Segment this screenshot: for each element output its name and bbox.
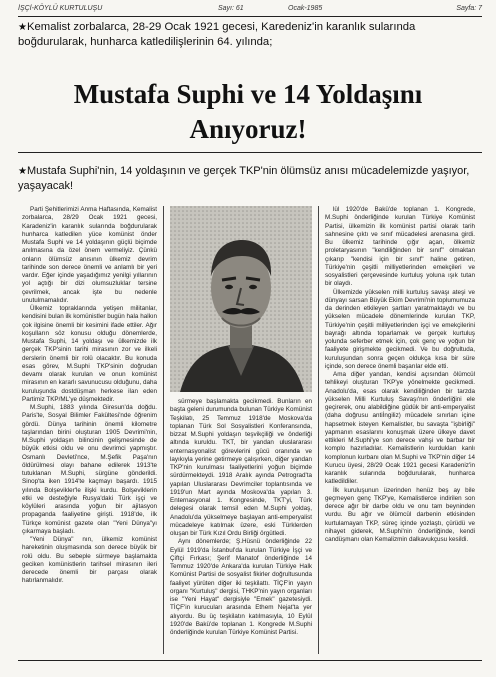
article-column-2 (170, 398, 312, 654)
headline-rule (18, 152, 482, 153)
article-paragraph: Parti Şehitlerimizi Anma Haftasında, Kemalist zorbalarca, 28/29 Ocak 1921 gecesi, Karadeniz'in karanlık sularında boğdurularak hunharca katledilen yüce komünist önder Mustafa Suphi ve 14 yoldaşının güçlü biçimde anılmasına da özel önem vermeliyiz. Çünkü onların ölümsüz anısının ülkemiz devrim tarihinde son derece önemli ve anlamlı bir yeri vardır. Eğer içinde yaşadığımız yenilgi yıllarının yol açtığı bir dizi olumsuzluklar tersine çevrilmek, ancak işte bu nedenle unutulmamalıdır. (22, 206, 157, 304)
article-paragraph: Aynı dönemlerde; Ş.Hüsnü önderliğinde 22 Eylül 1919'da İstanbul'da kurulan Türkiye İşçi ve Çiftçi Fırkası; Şerif Manatof önderliğinde 14 Temmuz 1920'de Ankara'da kurulan Türkiye Halk Komünist Partisi de sosyalist fikirler doğrultusunda faaliyet yürüten diğer iki teşkilattı. TİÇF'in yayın organı "Kurtuluş" dergisi, THKP'nin yayın organları ise "Yeni Hayat" dergisiyle "Emek" gazetesiydi. TİÇF'in kurucuları arasında Ethem Nejat'ta yer alıyordu. Bu üç teşkilatın katılmasıyla, 10 Eylül 1920'de Bakü'de toplanan 1. Kongrede M.Suphi önderliğinde kurulan Türkiye Komünist Partisi. (170, 538, 312, 636)
issue-date: Ocak-1985 (288, 5, 323, 12)
page-header (18, 3, 482, 15)
article-paragraph: Ülkemizde yükselen milli kurtuluş savaşı ateşi ve dünyayı sarsan Büyük Ekim Devrimi'nin toplumumuza da derinden etkileyen şartları yaratmaktaydı ve bu yükselen mücadele dönemlerinde kurulan TKP, Türkiye'nin çeşitli milliyetlerinden işçi ve emekçilerini bayrağı altında toparlamak ve gerçek kurtuluş yolunda seferber etmek için, çok genç ve yoğun bir faaliyete girişmekte gecikmedi. Ve bu doğrultuda, kuruluşundan sonra geçen oldukça kısa bir süre içinde, son derece önemli başarılar elde etti. (325, 288, 475, 370)
subhead-text: Mustafa Suphi'nin, 14 yoldaşının ve gerçek TKP'nin ölümsüz anısı mücadelemizde yaşıyor, yaşayacak! (18, 165, 470, 192)
article-paragraph: M.Suphi, 1883 yılında Giresun'da doğdu. Paris'te, Sosyal Bilimler Fakültesi'nde öğrenim gördü. Dünya tarihinin önemli kilometre taşlarından birini oluşturan 1905 Devrimi'nin, M.Suphi yoldaşın bilincinin gelişmesinde de büyük etkisi oldu ve onu devrimci yapmıştır. Osmanlı Devleti'nce, M.Şefik Paşa'nın öldürülmesi olayı bahane edilerek 1913'te tutuklanan M.Suphi, sürgüne gönderildi. Sinop'ta iken 1914'te kaçmayı başardı. 1915 yılında Bolşevikler'le ilişki kurdu. Bolşeviklerin etki ve desteğiyle Rusya'daki Türk işçi ve köylüleri arasında yoğun bir ajitasyon propaganda faaliyetine girişti. 1918'de, ilk Türkçe komünist gazete olan "Yeni Dünya"yı çıkarmaya başladı. (22, 404, 157, 535)
intro-paragraph (18, 20, 484, 49)
headline-line-2: Anıyoruz! (189, 114, 307, 144)
article-column-3 (325, 206, 475, 654)
intro-text: Kemalist zorbalarca, 28-29 Ocak 1921 gecesi, Karedeniz'in karanlık sularında boğdurularak, hunharca katledilişlerinin 64. yılında; (18, 21, 416, 48)
article-paragraph: lül 1920'de Bakü'de toplanan 1. Kongrede, M.Suphi önderliğinde kurulan Türkiye Komünist Partisi, ülkemizin ilk komünist partisi olarak tarih sahnesine çıktı ve sınıf mücadelesi arenasına girdi. Bu ülkemiz tarihinde çığır açan, ölkemiz proletaryasının "kendiliğinden bir sınıf" olmaktan çıkarıp "kendisi için bir sınıf" haline getiren, Türkiye'nin çeşitli milliyetlerinden emekçileri ve sosyalistleri çerçevesinde kurtuluş yoluna ışık tutan bir olaydı. (325, 206, 475, 288)
publication-name: İŞÇİ-KÖYLÜ KURTULUŞU (18, 5, 103, 12)
page-number: Sayfa: 7 (456, 5, 482, 12)
column-divider (318, 206, 319, 654)
subhead (18, 164, 484, 193)
article-paragraph: "Yeni Dünya" nın, ülkemiz komünist hareketinin oluşmasında son derece büyük bir rolü oldu. Bu sebeple sürmeye başlamakta geciken komünistlerin tarihsel mirasının ileri derecede önemli bir parçası olarak hatırlanmalıdır. (22, 536, 157, 585)
portrait-photo (170, 206, 312, 392)
column-divider (163, 206, 164, 654)
star-icon: ★ (18, 22, 27, 33)
header-rule (18, 16, 482, 17)
article-paragraph: sürmeye başlamakta gecikmedi. Bunların en başta geleni durumunda bulunan Türkiye Komünist Teşkilatı, 25 Temmuz 1918'de Moskova'da toplanan Türk Sol Sosyalistleri Konferansında, bizzat M.Suphi yoldaşın teşvikçiliği ve önderliği altında kuruldu. TKT, bir yandan uluslararası enternasyonalist görevlerini gücü oranında ve layıkıyla yerine getirmeye çalışırken, diğer yandan TKP'nin kurulması faaliyetlerini yoğun biçimde sürdürmekteydi. 1918 Aralık ayında Petrograd'ta yapılan Uluslararası Devrimciler toplantısında ve 1919'un Mart ayında Moskova'da yapılan 3. Enternasyonal 1. Kongresinde, TKT'yi, Türk delegesi olarak temsil eden M.Suphi yoldaş, Anadolu'da yükselmeye başlayan anti-emperyalist mücadeleye katılmak üzere, eski Türklerden oluşan bir Türk Kızıl Ordu Birliği örgütledi. (170, 398, 312, 537)
star-icon: ★ (18, 166, 27, 177)
issue-number: Sayı: 61 (218, 5, 244, 12)
footer-rule (18, 660, 482, 661)
portrait-illustration (170, 206, 312, 392)
headline (0, 77, 496, 147)
article-paragraph: Ama diğer yandan, kendisi açısından ölümcül tehlikeyi oluşturan TKP'ye yönelmekte gecikmedi. Anadolu'da, esas olarak kendiliğinden bir tarzda yükselen Milli Kurtuluş Savaşı'nın önderliğini ele geçirerek, onu alabildiğine güdük bir anti-emperyalist (daha doğrusu antiİngiliz) mücadele sınırları içine hapsetmek isteyen Kemalistler, bu savaşta "işbirliği" yapmanın esaslarını konuşmak üzere ülkeye davet ettikleri M.Suphi'ye son derece vahşi ve barbar bir komplo hazırladılar. Kemalistlerin kurdukları kanlı komplonun kurbanı olan M.Suphi ve TKP'nin diğer 14 Kurucu üyesi, 28/29 Ocak 1921 gecesi Karadeniz'in karanlık sularında boğdurularak, hunharca katledildiler. (325, 371, 475, 486)
article-column-1 (22, 206, 157, 654)
article-paragraph: İlk kuruluşunun üzerinden henüz beş ay bile geçmeyen genç TKP'ye, Kemalistlerce indirilen son derece ağır bir darbe oldu ve onu tam beyninden vurdu. Bu ağır ve ölümcül darbenin etkisinden kurtulamayan TKP, süreç içinde yozlaştı, çürüdü ve nihayet giderek, M.Suphi'nin önderliğinde, kendi candüşmanı olan Kemalizmin dalkavukçusu kesildi. (325, 486, 475, 543)
article-paragraph: Ülkemiz topraklarında yetişen militanlar, kendisini bulan ilk komünistler bugün hala halkın çok ilgisine önemli bir kesimini ifade ettiler. Ağır koşulların söz konusu olduğu dönemlerde, Mustafa Suphi, 14 yoldaşı ve ülkemizde ilk gerçek TKP'sinin tarihi mirasının zor ve ilkeli derslerin önemli bir rolü olacaktır. Bu konuda esas görev, M.Suphi TKP'sinin doğrudan devamı olarak kurulan ve onun komünist mirasının en kararlı savunucusu olduğunu, daha kuruluşunda dostdüşman herkese ilan eden Partimiz TKP/ML'ye düşmektedir. (22, 305, 157, 403)
headline-line-1: Mustafa Suphi ve 14 Yoldaşını (73, 79, 423, 109)
